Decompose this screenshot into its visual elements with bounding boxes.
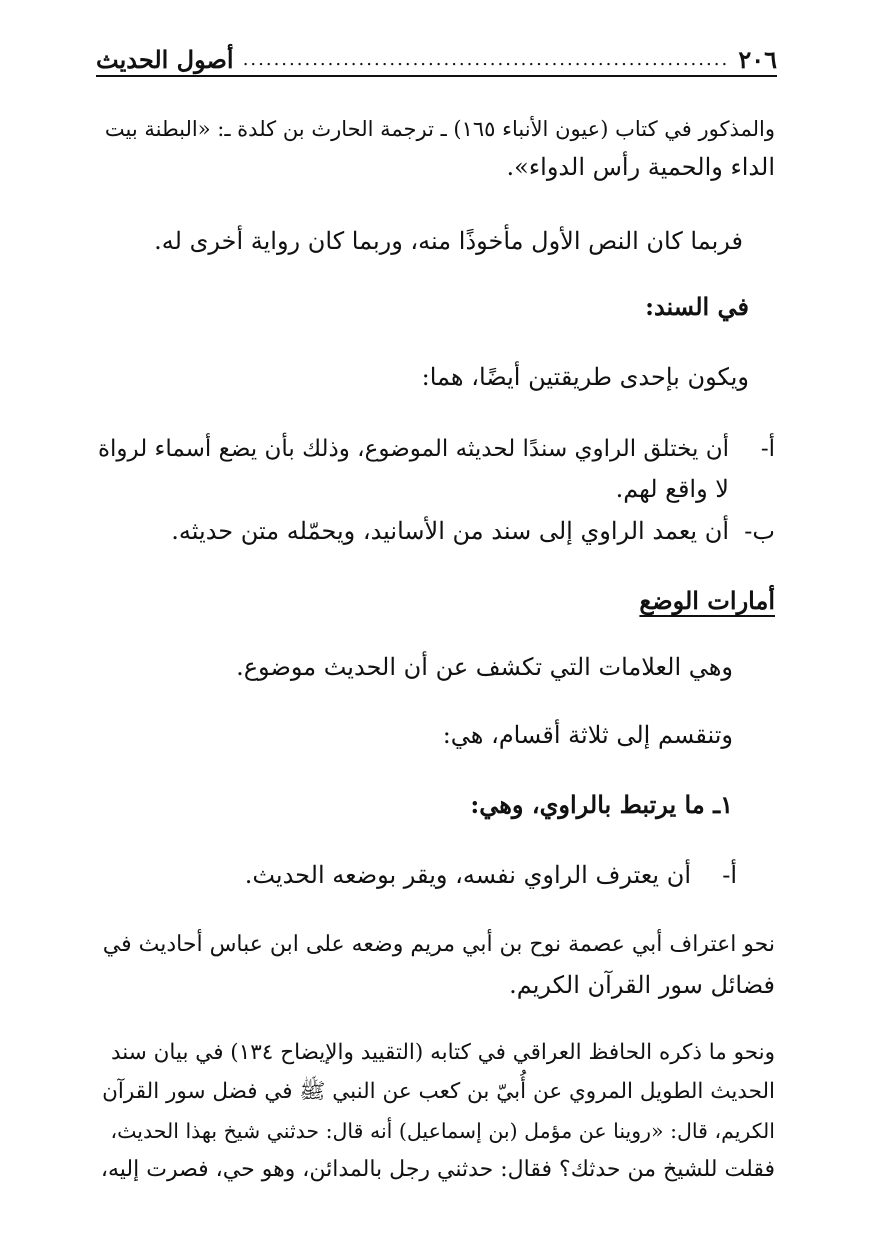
paragraph-line: فضائل سور القرآن الكريم. bbox=[509, 971, 775, 999]
book-title: أصول الحديث bbox=[96, 44, 234, 74]
running-header bbox=[96, 42, 777, 76]
header-leader-dots: ............................................................... bbox=[242, 48, 730, 70]
list-marker: أ- bbox=[722, 861, 737, 889]
paragraph-line: نحو اعتراف أبي عصمة نوح بن أبي مريم وضعه على ابن عباس أحاديث في bbox=[102, 932, 775, 957]
paragraph: فربما كان النص الأول مأخوذًا منه، وربما كان رواية أخرى له. bbox=[154, 227, 743, 255]
list-item-a bbox=[98, 430, 775, 468]
paragraph-line: فقلت للشيخ من حدثك؟ فقال: حدثني رجل بالمدائن، وهو حي، فصرت إليه، bbox=[100, 1157, 775, 1182]
section-heading-amarat: أمارات الوضع bbox=[639, 586, 775, 615]
list-item-text: أن يعمد الراوي إلى سند من الأسانيد، ويحمّله متن حديثه. bbox=[171, 517, 729, 545]
paragraph-line: ونحو ما ذكره الحافظ العراقي في كتابه (التقييد والإيضاح ١٣٤) في بيان سند bbox=[111, 1040, 775, 1065]
list-item-continuation: لا واقع لهم. bbox=[615, 475, 729, 503]
subsection-heading: ١ـ ما يرتبط بالراوي، وهي: bbox=[470, 790, 733, 819]
list-item-a bbox=[245, 856, 737, 894]
paragraph: وتنقسم إلى ثلاثة أقسام، هي: bbox=[442, 721, 733, 749]
paragraph: ويكون بإحدى طريقتين أيضًا، هما: bbox=[421, 363, 749, 391]
paragraph-line: الحديث الطويل المروي عن أُبيّ بن كعب عن النبي ﷺ في فضل سور القرآن bbox=[102, 1079, 775, 1104]
page-number: ٢٠٦ bbox=[738, 44, 777, 74]
list-marker: أ- bbox=[760, 436, 775, 462]
paragraph-line: والمذكور في كتاب (عيون الأنباء ١٦٥) ـ ترجمة الحارث بن كلدة ـ: «البطنة بيت bbox=[104, 117, 775, 141]
paragraph-line: الكريم، قال: «روينا عن مؤمل (بن إسماعيل) أنه قال: حدثني شيخ بهذا الحديث، bbox=[110, 1119, 775, 1143]
paragraph-line: الداء والحمية رأس الدواء». bbox=[506, 153, 775, 181]
list-item-text: أن يختلق الراوي سندًا لحديثه الموضوع، وذلك بأن يضع أسماء لرواة bbox=[97, 436, 729, 462]
list-item-b bbox=[171, 512, 775, 550]
paragraph: وهي العلامات التي تكشف عن أن الحديث موضوع. bbox=[236, 653, 733, 681]
list-marker: ب- bbox=[744, 517, 775, 545]
list-item-text: أن يعترف الراوي نفسه، ويقر بوضعه الحديث. bbox=[244, 861, 691, 889]
header-rule bbox=[96, 75, 777, 77]
section-heading-sanad: في السند: bbox=[645, 292, 749, 321]
